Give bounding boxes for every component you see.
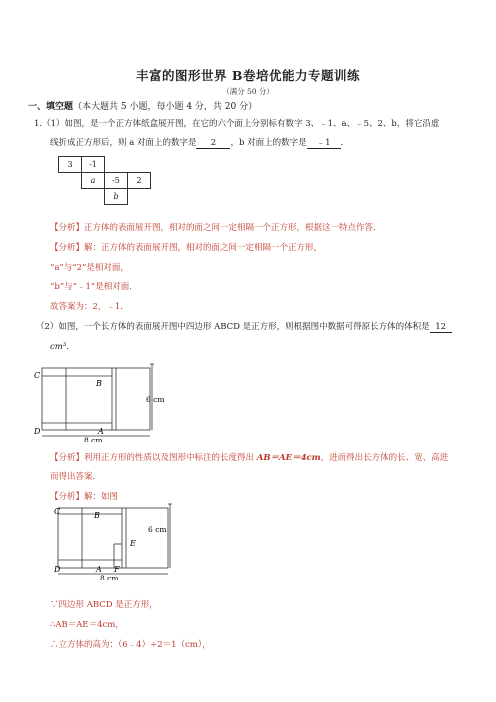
q1-line1: 1.（1）如图，是一个正方体纸盒展开图，在它的六个面上分别标有数字 3、﹣1、a、﹣5、2、b，将它沿虚 bbox=[34, 119, 440, 129]
fig1-width: 8 cm bbox=[84, 436, 103, 442]
q2-line2: cm³． bbox=[50, 342, 75, 352]
q1-analysis1: 【分析】正方体的表面展开图，相对的面之间一定相隔一个正方形，根据这一特点作答． bbox=[50, 223, 382, 233]
q1-answer-a: 2 bbox=[196, 138, 230, 149]
q2-analysis1b: 而得出答案． bbox=[50, 472, 102, 482]
q2-analysis1: 【分析】利用正方形的性质以及图形中标注的长度得出 AB＝AE＝4cm，进而得出长方体的长、宽、高进 bbox=[50, 453, 449, 463]
fig2-label-c: C bbox=[54, 507, 61, 516]
net-cell: a bbox=[81, 172, 105, 189]
fig1-label-c: C bbox=[34, 371, 41, 380]
page-title: 丰富的图形世界 B卷培优能力专题训练 bbox=[136, 68, 360, 83]
fig1-label-a: A bbox=[98, 427, 104, 436]
section-label: 一、填空题 bbox=[28, 102, 74, 112]
q1-line2-end: ． bbox=[340, 138, 350, 148]
section-header bbox=[28, 99, 257, 112]
fig1-label-b: B bbox=[96, 379, 102, 388]
fig2-label-a: A bbox=[96, 565, 102, 574]
fig2-label-d: D bbox=[54, 565, 61, 574]
net-cell: 3 bbox=[58, 156, 82, 173]
section-desc: （本大题共 5 小题，每小题 4 分，共 20 分） bbox=[73, 102, 258, 112]
net-cell: b bbox=[104, 188, 128, 205]
q1-analysis2: 【分析】解：正方体的表面展开图，相对的面之间一定相隔一个正方形， bbox=[50, 243, 323, 253]
q1-analysis5: 故答案为：2，﹣1． bbox=[50, 302, 129, 312]
q2-answer: 12 bbox=[430, 322, 452, 333]
q1-line2-mid: ，b 对面上的数字是 bbox=[230, 138, 307, 148]
net-cell: 2 bbox=[127, 172, 151, 189]
full-score: （满分 50 分） bbox=[222, 87, 274, 96]
q1-answer-b: ﹣1 bbox=[307, 136, 341, 149]
net-cell: -5 bbox=[104, 172, 128, 189]
fig2-label-f: F bbox=[114, 565, 120, 574]
q1-line2-pre: 线折成正方形后，则 a 对面上的数字是 bbox=[50, 138, 197, 148]
fig2-height: 6 cm bbox=[148, 525, 167, 534]
q2-line1-text: （2）如图，一个长方体的表面展开图中四边形 ABCD 是正方形，则根据图中数据可得原长方体的体积是 bbox=[36, 322, 430, 332]
fig1-height: 6 cm bbox=[146, 395, 165, 404]
box-net-figure-2 bbox=[28, 500, 188, 580]
q2-sol1: ∵四边形 ABCD 是正方形， bbox=[50, 600, 158, 610]
net-cell: -1 bbox=[81, 156, 105, 173]
fig1-label-d: D bbox=[34, 427, 41, 436]
fig2-width: 8 cm bbox=[100, 574, 119, 580]
q2-line1 bbox=[36, 320, 452, 333]
fig2-label-b: B bbox=[94, 511, 100, 520]
q1-analysis4: “b”与“﹣1”是相对面． bbox=[50, 282, 138, 292]
q1-analysis3: “a”与“2”是相对面， bbox=[50, 263, 129, 273]
q2-sol3: ∴立方体的高为：（6﹣4）÷2＝1（cm）， bbox=[50, 640, 211, 650]
q2-analysis2: 【分析】解：如图 bbox=[50, 492, 119, 502]
q2-sol2: ∴AB＝AE＝4cm， bbox=[50, 620, 124, 630]
box-net-figure-1 bbox=[28, 362, 168, 442]
fig2-label-e: E bbox=[130, 539, 136, 548]
q1-line2 bbox=[50, 136, 349, 149]
